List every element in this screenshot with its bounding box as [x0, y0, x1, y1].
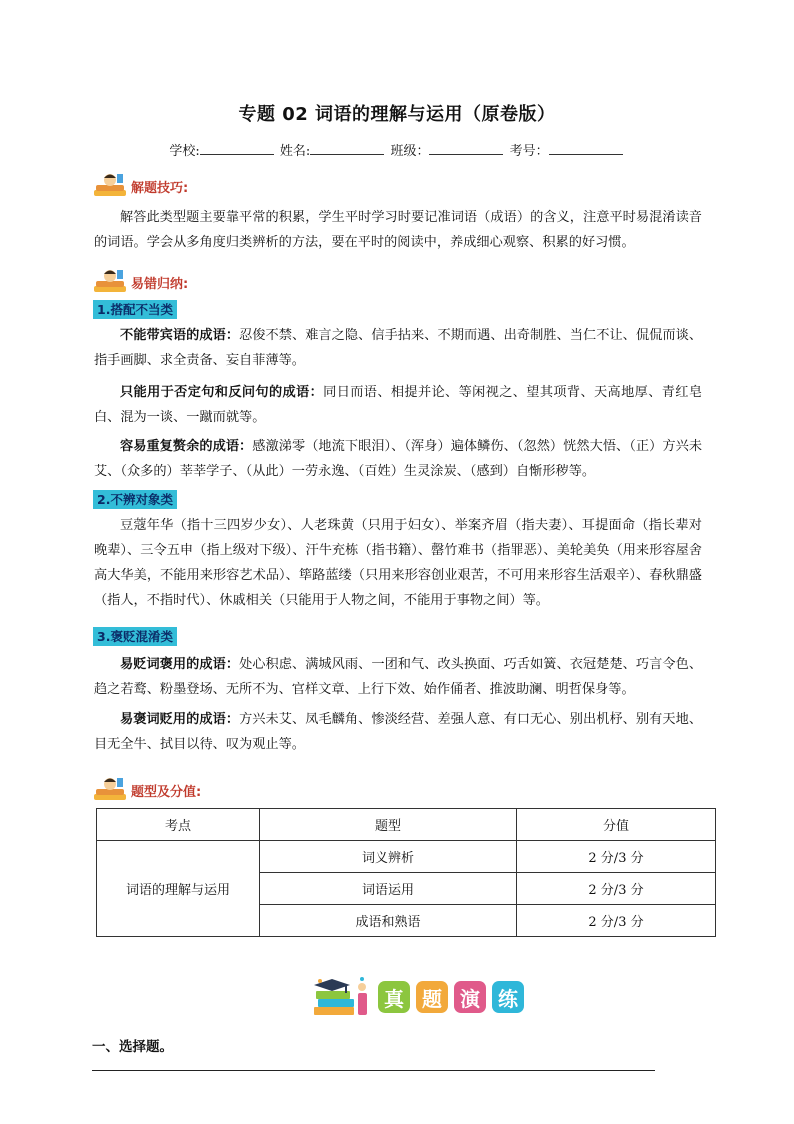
cat1-p3-lead: 容易重复赘余的成语：: [120, 439, 253, 454]
header-score: 分值: [517, 809, 716, 841]
school-label: 学校:: [169, 144, 200, 159]
banner-char-4: 练: [492, 981, 524, 1013]
question-section-heading: 一、选择题。: [92, 1039, 173, 1055]
score-cell: 2 分/3 分: [517, 873, 716, 905]
header-type: 题型: [260, 809, 517, 841]
banner-char-1: 真: [378, 981, 410, 1013]
cat1-p1-lead: 不能带宾语的成语：: [120, 328, 240, 343]
practice-banner: [310, 975, 524, 1019]
cat2-paragraph: 豆蔻年华（指十三四岁少女）、人老珠黄（只用于妇女）、举案齐眉（指夫妻）、耳提面命（指长辈对晚辈）、三令五申（指上级对下级）、汗牛充栋（指书籍）、罄竹难书（指罪恶）、美轮美奂（用来形容屋舍高大华美，不能用来形容艺术品）、筚路蓝缕（只用来形容创业艰苦，不可用来形容生活艰辛）、春秋鼎盛（指人，不指时代）、休戚相关（只能用于人物之间，不能用于事物之间）等。: [94, 518, 702, 608]
category-badge-1: 1.搭配不当类: [93, 300, 177, 319]
name-blank[interactable]: [310, 142, 384, 155]
score-table: [96, 808, 716, 937]
cat1-p3-text: 感激涕零（地流下眼泪）、（浑身）遍体鳞伤、（忽然）恍然大悟、（正）方兴未艾、（众多的）莘莘学子、（从此）一劳永逸、（百姓）生灵涂炭、（感到）自惭形秽等。: [94, 439, 703, 479]
class-label: 班级：: [390, 144, 430, 159]
cat1-p2-text: 同日而语、相提并论、等闲视之、望其项背、天高地厚、青红皂白、混为一谈、一蹴而就等。: [94, 385, 703, 425]
page-title: 专题 02 词语的理解与运用（原卷版）: [238, 104, 556, 125]
header-topic: 考点: [97, 809, 260, 841]
tips-text: 解答此类型题主要靠平常的积累，学生平时学习时要记准词语（成语）的含义，注意平时易混淆读音的词语。学会从多角度归类辨析的方法，要在平时的阅读中，养成细心观察、积累的好习惯。: [94, 210, 702, 250]
cat3-p2-lead: 易褒词贬用的成语：: [120, 712, 240, 727]
category-badge-2: 2.不辨对象类: [93, 490, 177, 509]
name-label: 姓名:: [279, 144, 311, 159]
cat3-p1-lead: 易贬词褒用的成语：: [120, 657, 240, 672]
tips-heading-label: 解题技巧:: [131, 181, 189, 196]
student-reading-icon: [93, 776, 127, 802]
cat3-p1-text: 处心积虑、满城风雨、一团和气、改头换面、巧舌如簧、衣冠楚楚、巧言令色、趋之若鹜、粉墨登场、无所不为、官样文章、上行下效、始作俑者、推波助澜、明哲保身等。: [94, 657, 703, 697]
cat3-p2-text: 方兴未艾、凤毛麟角、惨淡经营、差强人意、有口无心、别出机杼、别有天地、目无全牛、拭目以待、叹为观止等。: [94, 712, 703, 752]
cat3-paragraph-2: [94, 707, 702, 757]
banner-char-2: 题: [416, 981, 448, 1013]
scores-heading: [93, 776, 201, 802]
class-blank[interactable]: [429, 142, 503, 155]
topic-cell: 词语的理解与运用: [97, 841, 260, 937]
cat1-paragraph-1: [94, 323, 702, 373]
exam-no-blank[interactable]: [549, 142, 623, 155]
cat1-paragraph-3: [94, 434, 702, 484]
score-cell: 2 分/3 分: [517, 905, 716, 937]
exam-no-label: 考号：: [509, 144, 549, 159]
type-cell: 词语运用: [260, 873, 517, 905]
table-header-row: [97, 809, 716, 841]
category-badge-3: 3.褒贬混淆类: [93, 627, 177, 646]
scores-heading-label: 题型及分值:: [131, 785, 202, 800]
student-reading-icon: [93, 172, 127, 198]
table-row: [97, 841, 716, 873]
cat1-p1-text: 忍俊不禁、难言之隐、信手拈来、不期而遇、出奇制胜、当仁不让、侃侃而谈、指手画脚、求全责备、妄自菲薄等。: [94, 328, 703, 368]
school-blank[interactable]: [200, 142, 274, 155]
cat1-paragraph-2: [94, 380, 702, 430]
errors-heading-label: 易错归纳:: [131, 277, 189, 292]
score-cell: 2 分/3 分: [517, 841, 716, 873]
student-info-line: [0, 140, 794, 159]
banner-char-3: 演: [454, 981, 486, 1013]
type-cell: 成语和熟语: [260, 905, 517, 937]
errors-heading: [93, 268, 188, 294]
books-graduation-icon: [310, 975, 372, 1019]
type-cell: 词义辨析: [260, 841, 517, 873]
cat3-paragraph-1: [94, 652, 702, 702]
student-reading-icon: [93, 268, 127, 294]
cat1-p2-lead: 只能用于否定句和反问句的成语：: [120, 385, 324, 400]
tips-heading: [93, 172, 188, 198]
divider-line: [92, 1070, 655, 1071]
